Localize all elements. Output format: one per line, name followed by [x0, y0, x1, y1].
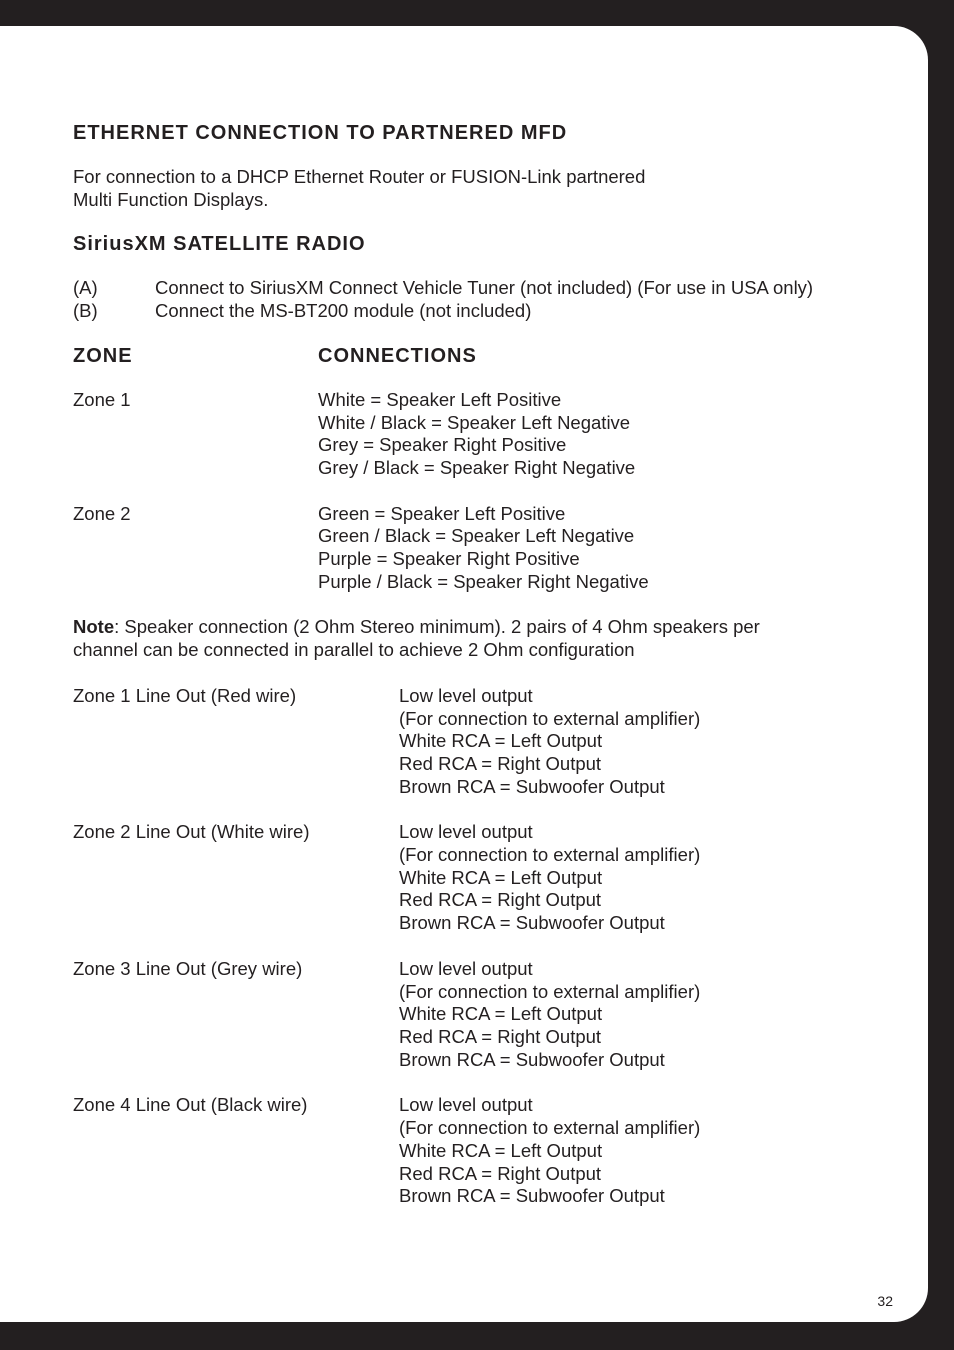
line-out-line: (For connection to external amplifier): [399, 844, 701, 866]
zone2-line: Green / Black = Speaker Left Negative: [318, 525, 635, 547]
zone2-row: [73, 503, 893, 594]
line-out-line: Low level output: [399, 1094, 533, 1116]
line-out-line: White RCA = Left Output: [399, 1139, 603, 1161]
line-out-line: (For connection to external amplifier): [399, 980, 701, 1002]
line-out-line: Low level output: [399, 684, 533, 706]
line-out-row: [73, 1094, 893, 1208]
line-out-label: Zone 3 Line Out (Grey wire): [73, 957, 303, 979]
line-out-line: White RCA = Left Output: [399, 866, 603, 888]
zone1-line: Grey / Black = Speaker Right Negative: [318, 456, 636, 478]
ethernet-text-line1: For connection to a DHCP Ethernet Router or FUSION-Link partnered: [73, 166, 646, 187]
sirius-item-b: [73, 300, 893, 323]
manual-page: [0, 26, 928, 1322]
zone1-line: Grey = Speaker Right Positive: [318, 434, 567, 456]
zone2-connections: [318, 503, 649, 594]
note-text: : Speaker connection (2 Ohm Stereo minimum). 2 pairs of 4 Ohm speakers per: [114, 616, 760, 638]
zone2-line: Purple = Speaker Right Positive: [318, 548, 580, 570]
zone1-connections: [318, 389, 635, 480]
line-out-line: Low level output: [399, 957, 533, 979]
line-out-details: [399, 821, 700, 935]
line-out-line: Brown RCA = Subwoofer Output: [399, 1185, 665, 1207]
line-out-line: Red RCA = Right Output: [399, 1162, 602, 1184]
line-out-row: [73, 685, 893, 799]
line-out-line: White RCA = Left Output: [399, 730, 603, 752]
page-number: 32: [877, 1293, 893, 1309]
sirius-item-b-text: Connect the MS-BT200 module (not included): [155, 300, 532, 322]
line-out-details: [399, 958, 700, 1072]
ethernet-text-line2: Multi Function Displays.: [73, 188, 269, 210]
zone2-line: Green = Speaker Left Positive: [318, 502, 566, 524]
line-out-line: Red RCA = Right Output: [399, 889, 602, 911]
line-out-line: (For connection to external amplifier): [399, 707, 701, 729]
page-content: [73, 120, 893, 1208]
connections-column-heading: CONNECTIONS: [318, 344, 477, 367]
line-out-line: Brown RCA = Subwoofer Output: [399, 775, 665, 797]
ethernet-heading: ETHERNET CONNECTION TO PARTNERED MFD: [73, 122, 568, 144]
sirius-heading: SiriusXM SATELLITE RADIO: [73, 233, 366, 256]
note-line2: channel can be connected in parallel to achieve 2 Ohm configuration: [73, 639, 635, 661]
sirius-item-a: [73, 277, 893, 300]
line-out-label: Zone 1 Line Out (Red wire): [73, 684, 297, 706]
line-out-label: Zone 4 Line Out (Black wire): [73, 1094, 308, 1116]
line-out-label: Zone 2 Line Out (White wire): [73, 821, 310, 843]
sirius-item-b-label: (B): [73, 300, 98, 322]
zone1-label: Zone 1: [73, 388, 131, 410]
zone2-line: Purple / Black = Speaker Right Negative: [318, 570, 649, 592]
zone2-label: Zone 2: [73, 502, 131, 524]
zone-column-heading: ZONE: [73, 344, 133, 367]
line-out-line: White RCA = Left Output: [399, 1003, 603, 1025]
line-out-line: Red RCA = Right Output: [399, 1025, 602, 1047]
line-out-row: [73, 958, 893, 1072]
line-out-line: Brown RCA = Subwoofer Output: [399, 1048, 665, 1070]
sirius-item-a-label: (A): [73, 277, 98, 299]
note: [73, 616, 893, 661]
line-out-line: (For connection to external amplifier): [399, 1117, 701, 1139]
zone1-line: White / Black = Speaker Left Negative: [318, 411, 631, 433]
line-out-row: [73, 821, 893, 935]
line-out-line: Red RCA = Right Output: [399, 752, 602, 774]
zone1-line: White = Speaker Left Positive: [318, 388, 562, 410]
line-out-details: [399, 1094, 700, 1208]
zone-table-header: [73, 343, 893, 369]
line-out-details: [399, 685, 700, 799]
zone1-row: [73, 389, 893, 480]
note-line1: [73, 616, 893, 639]
note-label: Note: [73, 616, 115, 638]
line-out-line: Brown RCA = Subwoofer Output: [399, 912, 665, 934]
sirius-item-a-text: Connect to SiriusXM Connect Vehicle Tuner (not included) (For use in USA only): [155, 277, 814, 299]
line-out-line: Low level output: [399, 821, 533, 843]
